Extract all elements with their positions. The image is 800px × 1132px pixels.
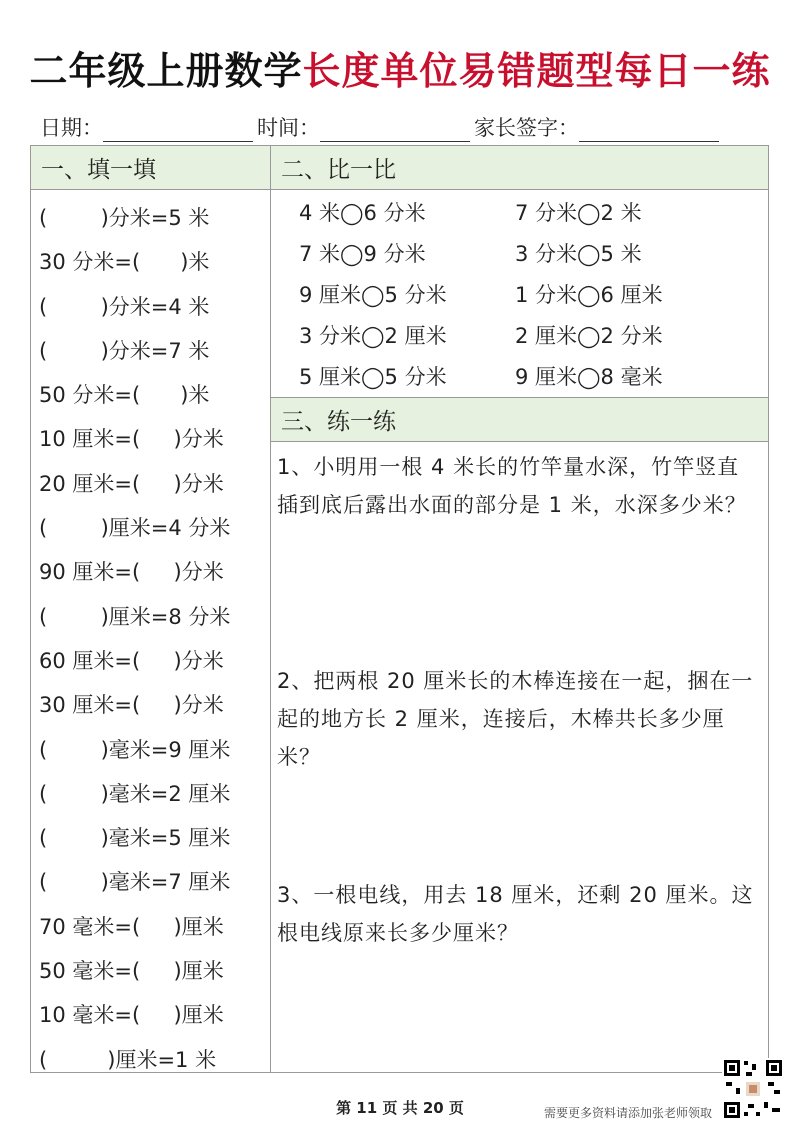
page-number: 第 11 页 共 20 页 [336, 1099, 464, 1117]
compare-row [299, 357, 759, 398]
section-compare-header [271, 146, 768, 190]
qr-code-icon [722, 1058, 784, 1120]
problem-2: 2、把两根 20 厘米长的木棒连接在一起，捆在一起的地方长 2 厘米，连接后，木棒共长多少厘米？ [277, 669, 754, 769]
fill-item: 50 分米=( )米 [39, 383, 210, 408]
compare-grid [299, 193, 759, 398]
fill-item: ( )毫米=7 厘米 [39, 870, 231, 895]
fill-item: ( )毫米=2 厘米 [39, 781, 231, 806]
title-topic: 长度单位易错题型每日一练 [302, 49, 771, 93]
fill-item: 60 厘米=( )分米 [39, 648, 224, 673]
compare-row [299, 316, 759, 357]
compare-item: 1 分米◯6 厘米 [515, 283, 663, 307]
column-divider [270, 146, 271, 1072]
section-practice-header [271, 398, 768, 442]
title-grade: 二年级上册数学 [29, 49, 303, 93]
compare-item: 5 厘米◯5 分米 [299, 365, 447, 389]
parent-signature-field[interactable] [579, 117, 719, 142]
section-fill-title: 一、填一填 [41, 157, 156, 183]
fill-item: ( )毫米=5 厘米 [39, 826, 231, 851]
problem-3: 3、一根电线，用去 18 厘米，还剩 20 厘米。这根电线原来长多少厘米？ [277, 883, 754, 945]
section-practice-title: 三、练一练 [281, 409, 396, 435]
fill-item: 30 厘米=( )分米 [39, 693, 224, 718]
section-fill-header [31, 146, 270, 190]
fill-item: ( )厘米=4 分米 [39, 516, 231, 541]
compare-item: 3 分米◯2 厘米 [299, 324, 447, 348]
fill-list [39, 196, 264, 1082]
parent-signature-label: 家长签字： [474, 116, 579, 140]
fill-item: ( )分米=5 米 [39, 206, 210, 230]
time-field[interactable] [320, 117, 470, 142]
fill-item: 50 毫米=( )厘米 [39, 959, 224, 984]
fill-item: 10 毫米=( )厘米 [39, 1003, 224, 1028]
compare-item: 7 分米◯2 米 [515, 201, 642, 225]
compare-item: 7 米◯9 分米 [299, 242, 426, 266]
fill-item: 10 厘米=( )分米 [39, 427, 224, 452]
fill-item: ( )分米=7 米 [39, 338, 210, 363]
fill-item: ( )厘米=8 分米 [39, 604, 231, 629]
compare-item: 9 厘米◯8 毫米 [515, 365, 663, 389]
fill-item: ( )厘米=1 米 [39, 1047, 217, 1072]
fill-item: 90 厘米=( )分米 [39, 560, 224, 585]
compare-row [299, 193, 759, 234]
page-title [0, 40, 800, 95]
time-label: 时间： [257, 116, 320, 140]
fill-item: 30 分米=( )米 [39, 250, 210, 275]
worksheet-frame [30, 145, 769, 1073]
fill-item: 20 厘米=( )分米 [39, 471, 224, 496]
compare-row [299, 275, 759, 316]
qr-caption: 需要更多资料请添加张老师领取 [544, 1106, 713, 1120]
compare-row [299, 234, 759, 275]
compare-item: 3 分米◯5 米 [515, 242, 642, 266]
fill-item: ( )毫米=9 厘米 [39, 737, 231, 762]
fill-item: 70 毫米=( )厘米 [39, 914, 224, 939]
date-field[interactable] [103, 117, 253, 142]
section-compare-title: 二、比一比 [281, 157, 396, 183]
fill-item: ( )分米=4 米 [39, 294, 210, 319]
problem-1: 1、小明用一根 4 米长的竹竿量水深，竹竿竖直插到底后露出水面的部分是 1 米，水深多少米？ [277, 455, 747, 517]
info-line [40, 110, 765, 142]
compare-item: 2 厘米◯2 分米 [515, 324, 663, 348]
compare-item: 9 厘米◯5 分米 [299, 283, 447, 307]
date-label: 日期： [40, 116, 103, 140]
compare-item: 4 米◯6 分米 [299, 201, 426, 225]
